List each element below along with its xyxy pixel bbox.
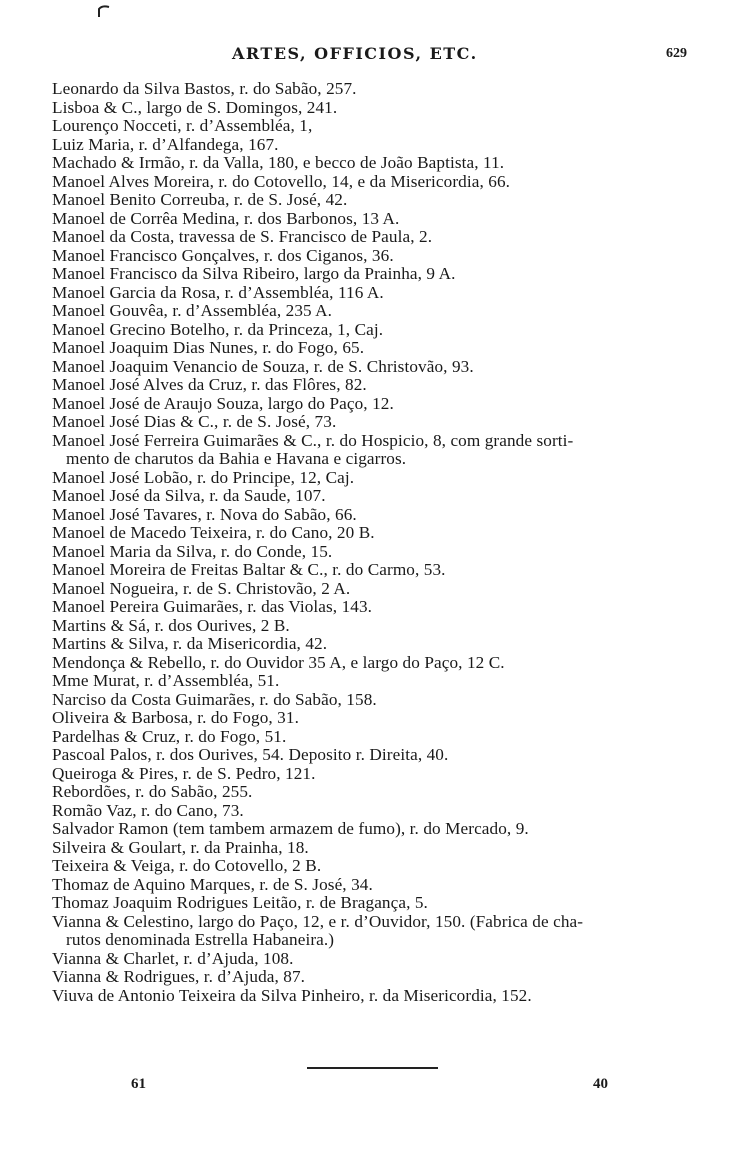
entry-text: Manoel Joaquim Dias Nunes, r. do Fogo, 65.	[52, 338, 365, 357]
directory-entry	[52, 765, 712, 784]
entry-text: Pascoal Palos, r. dos Ourives, 54. Deposito r. Direita, 40.	[52, 745, 449, 764]
directory-entry	[52, 228, 712, 247]
running-title: ARTES, OFFICIOS, ETC.	[232, 44, 478, 63]
directory-entry	[52, 302, 712, 321]
directory-entry	[52, 691, 712, 710]
entry-text: Manoel José Ferreira Guimarães & C., r. do Hospicio, 8, com grande sorti-	[52, 430, 574, 450]
directory-entry	[52, 802, 712, 821]
entry-continuation: rutos denominada Estrella Habaneira.)	[66, 930, 335, 949]
entry-text: Manoel Moreira de Freitas Baltar & C., r. do Carmo, 53.	[52, 560, 446, 579]
directory-entry	[52, 876, 712, 895]
directory-entry	[52, 173, 712, 192]
directory-entry	[52, 987, 712, 1006]
directory-entry	[52, 413, 712, 432]
directory-entry	[52, 950, 712, 969]
entry-text: Vianna & Celestino, largo do Paço, 12, e r. d’Ouvidor, 150. (Fabrica de cha-	[52, 911, 584, 931]
entry-text: Manoel Gouvêa, r. d’Assembléa, 235 A.	[52, 301, 333, 320]
directory-entry	[52, 561, 712, 580]
entry-text: Pardelhas & Cruz, r. do Fogo, 51.	[52, 726, 287, 746]
directory-entry	[52, 894, 712, 913]
entry-text: Teixeira & Veiga, r. do Cotovello, 2 B.	[52, 856, 322, 875]
ink-mark-icon	[96, 4, 112, 18]
entry-text: Manoel Joaquim Venancio de Souza, r. de S. Christovão, 93.	[52, 356, 474, 376]
entry-text: Mendonça & Rebello, r. do Ouvidor 35 A, e largo do Paço, 12 C.	[52, 652, 505, 672]
directory-entry	[52, 154, 712, 173]
directory-entry	[52, 395, 712, 414]
entry-text: Manoel Francisco Gonçalves, r. dos Ciganos, 36.	[52, 245, 394, 265]
directory-entry	[52, 580, 712, 599]
directory-entry	[52, 672, 712, 691]
entry-text: Rebordões, r. do Sabão, 255.	[52, 782, 253, 801]
directory-entry	[52, 376, 712, 395]
entry-text: Manoel Nogueira, r. de S. Christovão, 2 A.	[52, 578, 351, 598]
directory-list	[52, 80, 712, 1005]
entry-text: Manoel José de Araujo Souza, largo do Paço, 12.	[52, 393, 394, 413]
directory-entry	[52, 728, 712, 747]
directory-entry	[52, 210, 712, 229]
directory-entry	[52, 524, 712, 543]
entry-text: Manoel José Tavares, r. Nova do Sabão, 66.	[52, 504, 357, 524]
entry-text: Manoel Alves Moreira, r. do Cotovello, 14, e da Misericordia, 66.	[52, 171, 511, 191]
page-header	[0, 44, 746, 68]
signature-number: 40	[593, 1076, 608, 1092]
entry-text: Manoel José Lobão, r. do Principe, 12, Caj.	[52, 467, 355, 487]
directory-entry	[52, 654, 712, 673]
directory-entry	[52, 265, 712, 284]
entry-text: Manoel José Alves da Cruz, r. das Flôres, 82.	[52, 375, 367, 394]
directory-entry	[52, 783, 712, 802]
directory-entry	[52, 913, 712, 950]
directory-entry	[52, 617, 712, 636]
directory-entry	[52, 635, 712, 654]
entry-text: Machado & Irmão, r. da Valla, 180, e becco de João Baptista, 11.	[52, 153, 505, 172]
entry-text: Queiroga & Pires, r. de S. Pedro, 121.	[52, 763, 316, 783]
entry-text: Lisboa & C., largo de S. Domingos, 241.	[52, 97, 338, 117]
directory-entry	[52, 191, 712, 210]
entry-text: Martins & Sá, r. dos Ourives, 2 B.	[52, 615, 290, 635]
directory-entry	[52, 746, 712, 765]
directory-entry	[52, 543, 712, 562]
directory-entry	[52, 857, 712, 876]
entry-text: Manoel Pereira Guimarães, r. das Violas, 143.	[52, 597, 373, 616]
directory-entry	[52, 80, 712, 99]
entry-text: Manoel de Macedo Teixeira, r. do Cano, 20 B.	[52, 523, 375, 542]
entry-text: Mme Murat, r. d’Assembléa, 51.	[52, 671, 280, 690]
entry-text: Thomaz Joaquim Rodrigues Leitão, r. de Bragança, 5.	[52, 893, 428, 912]
directory-entry	[52, 358, 712, 377]
footer-rule	[307, 1067, 438, 1069]
directory-entry	[52, 506, 712, 525]
directory-entry	[52, 136, 712, 155]
entry-text: Manoel da Costa, travessa de S. Francisco de Paula, 2.	[52, 227, 433, 246]
entry-text: Romão Vaz, r. do Cano, 73.	[52, 800, 244, 820]
directory-entry	[52, 284, 712, 303]
signature-mark: 61	[131, 1076, 146, 1092]
entry-text: Vianna & Charlet, r. d’Ajuda, 108.	[52, 948, 294, 968]
directory-entry	[52, 487, 712, 506]
entry-text: Vianna & Rodrigues, r. d’Ajuda, 87.	[52, 967, 306, 986]
entry-text: Martins & Silva, r. da Misericordia, 42.	[52, 634, 328, 653]
entry-text: Manoel José Dias & C., r. de S. José, 73.	[52, 412, 337, 431]
entry-text: Manoel Benito Correuba, r. de S. José, 42.	[52, 190, 348, 209]
entry-text: Luiz Maria, r. d’Alfandega, 167.	[52, 134, 279, 154]
entry-text: Manoel Garcia da Rosa, r. d’Assembléa, 116 A.	[52, 282, 384, 302]
directory-entry	[52, 968, 712, 987]
entry-text: Lourenço Nocceti, r. d’Assembléa, 1,	[52, 116, 313, 135]
directory-entry	[52, 321, 712, 340]
page-number: 629	[666, 46, 687, 61]
entry-text: Narciso da Costa Guimarães, r. do Sabão, 158.	[52, 689, 377, 709]
entry-text: Leonardo da Silva Bastos, r. do Sabão, 257.	[52, 79, 357, 98]
directory-entry	[52, 598, 712, 617]
directory-entry	[52, 99, 712, 118]
entry-text: Manoel Francisco da Silva Ribeiro, largo da Prainha, 9 A.	[52, 264, 456, 283]
directory-entry	[52, 117, 712, 136]
entry-text: Silveira & Goulart, r. da Prainha, 18.	[52, 837, 309, 857]
directory-entry	[52, 432, 712, 469]
directory-entry	[52, 820, 712, 839]
directory-entry	[52, 469, 712, 488]
entry-text: Viuva de Antonio Teixeira da Silva Pinheiro, r. da Misericordia, 152.	[52, 985, 532, 1005]
entry-text: Manoel de Corrêa Medina, r. dos Barbonos, 13 A.	[52, 208, 400, 228]
directory-entry	[52, 839, 712, 858]
entry-text: Thomaz de Aquino Marques, r. de S. José, 34.	[52, 874, 373, 894]
directory-entry	[52, 339, 712, 358]
directory-entry	[52, 247, 712, 266]
entry-continuation: mento de charutos da Bahia e Havana e cigarros.	[66, 449, 407, 468]
entry-text: Manoel Grecino Botelho, r. da Princeza, 1, Caj.	[52, 319, 384, 339]
entry-text: Manoel Maria da Silva, r. do Conde, 15.	[52, 541, 333, 561]
directory-entry	[52, 709, 712, 728]
entry-text: Manoel José da Silva, r. da Saude, 107.	[52, 486, 326, 505]
entry-text: Oliveira & Barbosa, r. do Fogo, 31.	[52, 708, 299, 727]
entry-text: Salvador Ramon (tem tambem armazem de fumo), r. do Mercado, 9.	[52, 819, 529, 838]
